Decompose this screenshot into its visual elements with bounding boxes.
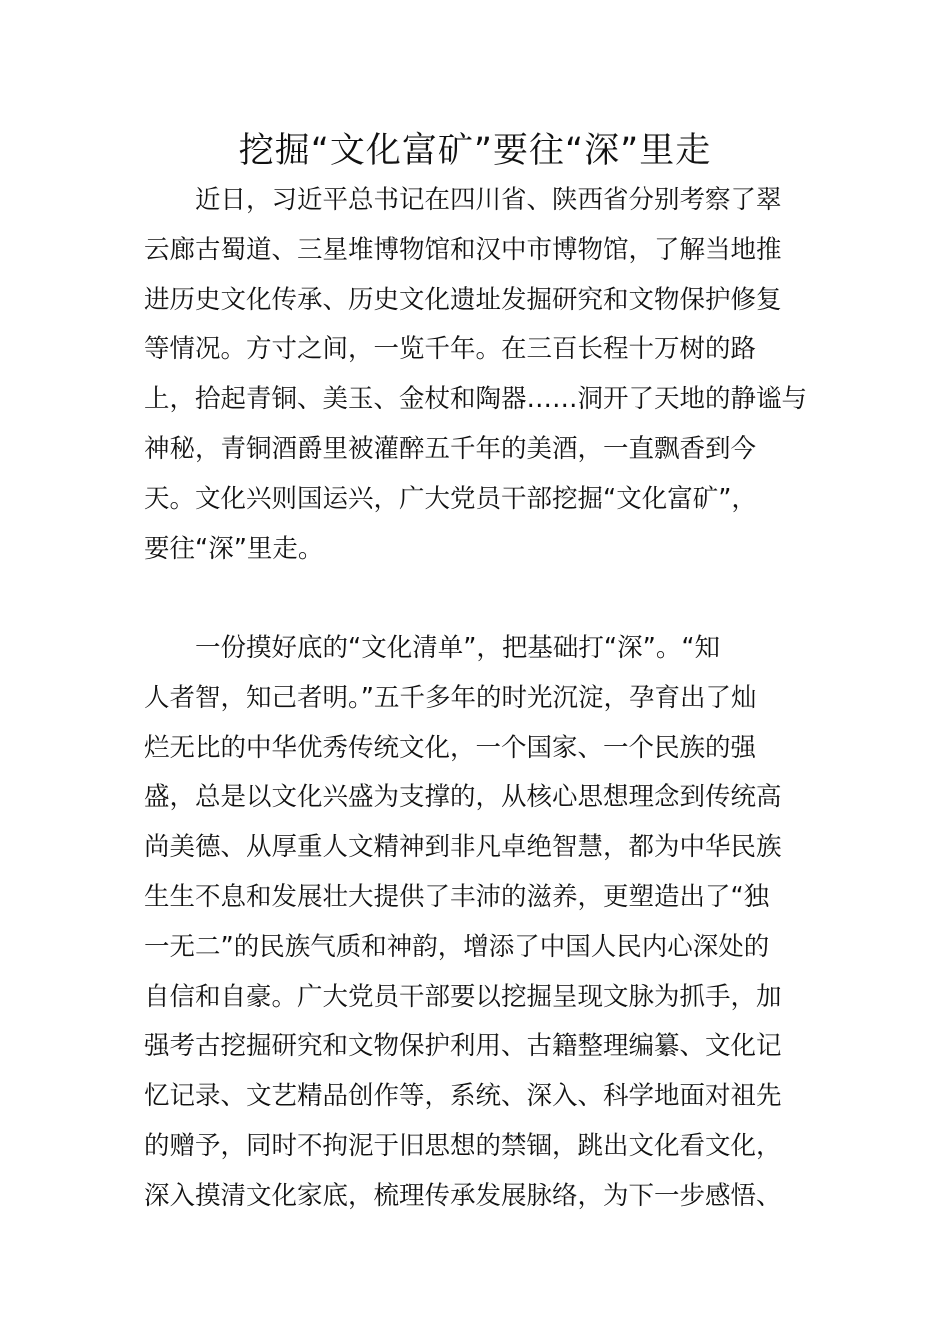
paragraph-2 — [144, 624, 814, 1222]
paragraph-line: 上，拾起青铜、美玉、金杖和陶器……洞开了天地的静谧与 — [144, 384, 808, 415]
paragraph-line: 人者智，知己者明。”五千多年的时光沉淀，孕育出了灿 — [144, 682, 757, 713]
paragraph-line: 盛，总是以文化兴盛为支撑的，从核心思想理念到传统高 — [144, 782, 782, 813]
paragraph-line: 一无二”的民族气质和神韵，增添了中国人民内心深处的 — [144, 931, 770, 962]
paragraph-line: 烂无比的中华优秀传统文化，一个国家、一个民族的强 — [144, 732, 757, 763]
paragraph-line: 深入摸清文化家底，梳理传承发展脉络，为下一步感悟、 — [144, 1180, 782, 1211]
paragraph-line: 云廊古蜀道、三星堆博物馆和汉中市博物馆，了解当地推 — [144, 234, 782, 265]
paragraph-line: 等情况。方寸之间，一览千年。在三百长程十万树的路 — [144, 334, 757, 365]
paragraph-line: 近日，习近平总书记在四川省、陕西省分别考察了翠 — [195, 185, 782, 215]
paragraph-1 — [144, 176, 814, 574]
document-title: 挖掘“文化富矿”要往“深”里走 — [238, 131, 712, 171]
paragraph-line: 进历史文化传承、历史文化遗址发掘研究和文物保护修复 — [144, 284, 782, 315]
paragraph-line: 生生不息和发展壮大提供了丰沛的滋养，更塑造出了“独 — [144, 881, 770, 912]
paragraph-line: 自信和自豪。广大党员干部要以挖掘呈现文脉为抓手，加 — [144, 981, 782, 1012]
paragraph-line: 强考古挖掘研究和文物保护利用、古籍整理编纂、文化记 — [144, 1031, 782, 1062]
paragraph-line: 忆记录、文艺精品创作等，系统、深入、科学地面对祖先 — [144, 1081, 782, 1112]
paragraph-line: 要往“深”里走。 — [144, 533, 324, 564]
paragraph-line: 的赠予，同时不拘泥于旧思想的禁锢，跳出文化看文化， — [144, 1130, 782, 1161]
paragraph-line: 尚美德、从厚重人文精神到非凡卓绝智慧，都为中华民族 — [144, 832, 782, 863]
paragraph-line: 一份摸好底的“文化清单”，把基础打“深”。“知 — [195, 633, 721, 663]
paragraph-line: 神秘，青铜酒爵里被灌醉五千年的美酒，一直飘香到今 — [144, 433, 757, 464]
paragraph-line: 天。文化兴则国运兴，广大党员干部挖掘“文化富矿”， — [144, 483, 757, 514]
